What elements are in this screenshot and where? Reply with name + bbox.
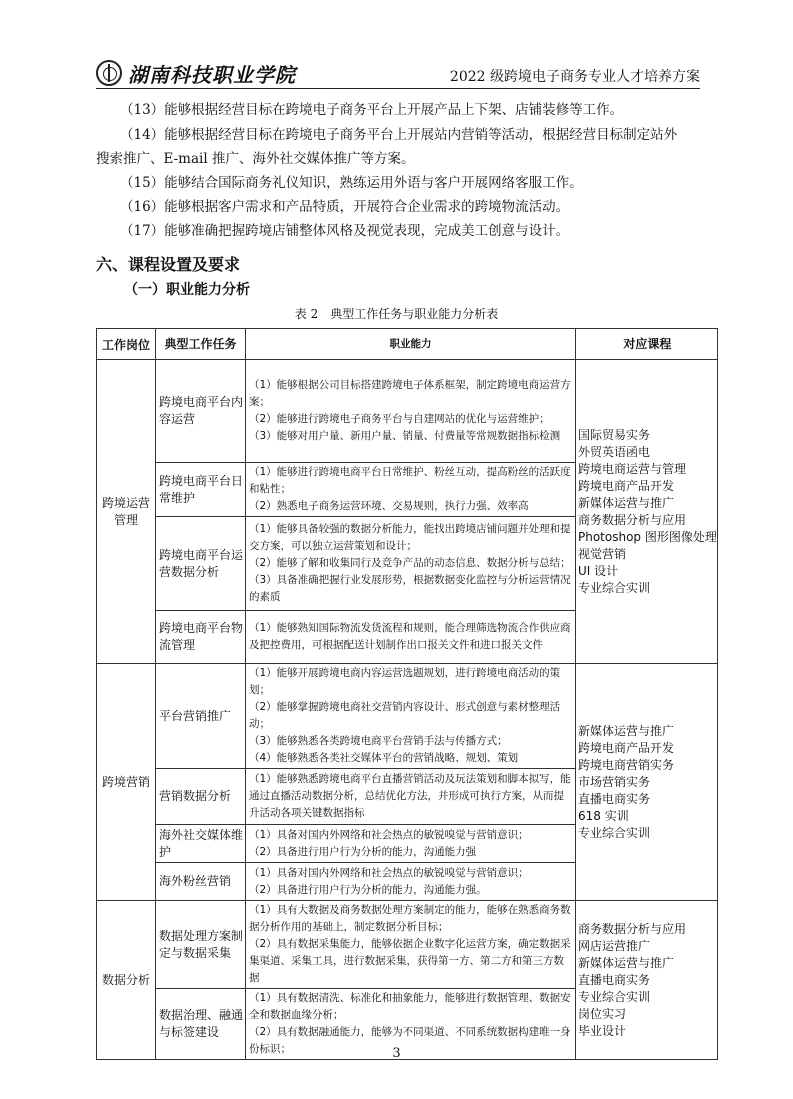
course-item: 专业综合实训	[578, 989, 651, 1004]
ability-cell	[246, 769, 576, 825]
course-item: Photoshop 图形图像处理	[578, 529, 717, 544]
course-item: 视觉营销	[578, 546, 627, 561]
ability-line: （1）具有数据清洗、标准化和抽象能力，能够进行数据管理、数据安全和数据血缘分析；	[249, 992, 571, 1021]
document-title: 2022 级跨境电子商务专业人才培养方案	[449, 69, 700, 85]
course-item: 新媒体运营与推广	[578, 723, 675, 738]
course-item: 商务数据分析与应用	[578, 512, 687, 527]
course-item: 外贸英语函电	[578, 444, 651, 459]
ability-line: （2）能够掌握跨境电商社交营销内容设计、形式创意与素材整理活动；	[249, 701, 561, 730]
section-heading: 六、课程设置及要求	[96, 255, 241, 274]
ability-line: （1）能够具备较强的数据分析能力，能找出跨境店铺问题并处理和提交方案，可以独立运营策划和设计；	[249, 523, 571, 552]
ability-line: （2）能够了解和收集同行及竞争产品的动态信息、数据分析与总结；	[249, 557, 571, 569]
ability-line: （1）具备对国内外网络和社会热点的敏锐嗅觉与营销意识；	[249, 866, 529, 879]
task-cell: 数据治理、融通与标签建设	[156, 989, 246, 1060]
course-item: 跨境电商产品开发	[578, 740, 675, 755]
ability-line: （1）能够熟知国际物流发货流程和规则，能合理筛选物流合作供应商及把控费用，可根据配送计划制作出口报关文件和进口报关文件	[249, 622, 571, 651]
ability-cell	[246, 360, 576, 463]
task-cell: 跨境电商平台运营数据分析	[156, 517, 246, 611]
course-item: UI 设计	[578, 563, 619, 578]
header-divider	[96, 88, 700, 89]
header-course: 对应课程	[576, 329, 718, 360]
course-item: 毕业设计	[578, 1023, 627, 1038]
subsection-heading: （一）职业能力分析	[124, 282, 250, 298]
ability-line: （1）能够进行跨境电商平台日常维护、粉丝互动，提高粉丝的活跃度和粘性；	[249, 466, 571, 495]
paragraph-14: （14）能够根据经营目标在跨境电子商务平台上开展站内营销等活动，根据经营目标制定站外	[120, 127, 678, 143]
course-item: 岗位实习	[578, 1006, 627, 1021]
course-item: 新媒体运营与推广	[578, 495, 675, 510]
post-cell: 跨境营销	[97, 664, 156, 901]
header-post: 工作岗位	[97, 329, 156, 360]
ability-line: （2）具备进行用户行为分析的能力，沟通能力强	[249, 845, 477, 858]
task-cell: 营销数据分析	[156, 769, 246, 825]
course-item: 市场营销实务	[578, 774, 651, 789]
course-cell	[576, 360, 718, 664]
header-ability: 职业能力	[246, 329, 576, 360]
ability-line: （3）能够熟悉各类跨境电商平台营销手法与传播方式；	[249, 735, 508, 747]
page-number: 3	[392, 1046, 401, 1061]
ability-line: （1）能够熟悉跨境电商平台直播营销活动及玩法策划和脚本拟写，能通过直播活动数据分析，总结优化方法，并形成可执行方案，从而提升活动各项关键数据指标	[249, 773, 571, 819]
ability-cell	[246, 901, 576, 989]
table-row	[97, 664, 718, 769]
ability-analysis-table	[96, 328, 718, 1060]
course-item: 直播电商实务	[578, 972, 651, 987]
ability-line: （3）能够对用户量、新用户量、销量、付费量等常规数据指标检测	[249, 430, 561, 442]
ability-line: （2）熟悉电子商务运营环境、交易规则，执行力强、效率高	[249, 500, 529, 512]
ability-line: （4）能够熟悉各类社交媒体平台的营销战略、规划、策划	[249, 752, 519, 764]
college-seal-icon	[96, 60, 122, 86]
paragraph-15: （15）能够结合国际商务礼仪知识，熟练运用外语与客户开展网络客服工作。	[120, 175, 583, 191]
task-cell: 数据处理方案制定与数据采集	[156, 901, 246, 989]
ability-line: （2）具有数据融通能力，能够为不同渠道、不同系统数据构建唯一身份标识；	[249, 1026, 571, 1055]
ability-cell	[246, 463, 576, 517]
ability-cell	[246, 825, 576, 863]
ability-line: （1）具有大数据及商务数据处理方案制定的能力，能够在熟悉商务数据分析作用的基础上，制定数据分析目标；	[249, 904, 571, 933]
course-item: 专业综合实训	[578, 825, 651, 840]
task-cell: 跨境电商平台日常维护	[156, 463, 246, 517]
task-cell: 海外社交媒体维护	[156, 825, 246, 863]
table-row	[97, 901, 718, 989]
paragraph-16: （16）能够根据客户需求和产品特质，开展符合企业需求的跨境物流活动。	[120, 199, 570, 215]
header-task: 典型工作任务	[156, 329, 246, 360]
table-header-row	[97, 329, 718, 360]
ability-line: （1）具备对国内外网络和社会热点的敏锐嗅觉与营销意识；	[249, 828, 529, 841]
task-cell: 平台营销推广	[156, 664, 246, 769]
paragraph-17: （17）能够准确把握跨境店铺整体风格及视觉表现，完成美工创意与设计。	[120, 223, 570, 239]
college-name: 湖南科技职业学院	[128, 62, 296, 87]
course-cell	[576, 664, 718, 901]
course-item: 直播电商实务	[578, 791, 651, 806]
page-header	[96, 58, 700, 88]
table-row	[97, 360, 718, 463]
paragraph-14-cont: 搜索推广、E-mail 推广、海外社交媒体推广等方案。	[96, 151, 415, 167]
course-item: 618 实训	[578, 808, 629, 823]
course-item: 专业综合实训	[578, 580, 651, 595]
ability-line: （2）具备进行用户行为分析的能力，沟通能力强。	[249, 883, 487, 896]
ability-cell	[246, 664, 576, 769]
ability-line: （2）具有数据采集能力，能够依据企业数字化运营方案，确定数据采集渠道、采集工具，进行数据采集，获得第一方、第二方和第三方数据	[249, 938, 571, 984]
ability-line: （1）能够根据公司目标搭建跨境电子体系框架，制定跨境电商运营方案；	[249, 379, 571, 408]
course-item: 网店运营推广	[578, 938, 651, 953]
ability-line: （1）能够开展跨境电商内容运营选题规划，进行跨境电商活动的策划；	[249, 667, 561, 696]
course-item: 国际贸易实务	[578, 427, 651, 442]
college-logo	[96, 58, 296, 88]
course-item: 跨境电商营销实务	[578, 757, 675, 772]
ability-cell	[246, 611, 576, 664]
ability-line: （2）能够进行跨境电子商务平台与自建网站的优化与运营维护；	[249, 413, 550, 425]
paragraph-13: （13）能够根据经营目标在跨境电子商务平台上开展产品上下架、店铺装修等工作。	[120, 102, 624, 118]
post-cell: 数据分析	[97, 901, 156, 1060]
ability-cell	[246, 517, 576, 611]
ability-cell	[246, 863, 576, 901]
post-cell: 跨境运营管理	[97, 360, 156, 664]
course-item: 跨境电商运营与管理	[578, 461, 687, 476]
task-cell: 跨境电商平台内容运营	[156, 360, 246, 463]
ability-line: （3）具备准确把握行业发展形势，根据数据变化监控与分析运营情况的素质	[249, 574, 571, 603]
task-cell: 跨境电商平台物流管理	[156, 611, 246, 664]
course-cell	[576, 901, 718, 1060]
course-item: 跨境电商产品开发	[578, 478, 675, 493]
course-item: 商务数据分析与应用	[578, 921, 687, 936]
table-caption: 表 2 典型工作任务与职业能力分析表	[294, 307, 499, 321]
course-item: 新媒体运营与推广	[578, 955, 675, 970]
task-cell: 海外粉丝营销	[156, 863, 246, 901]
